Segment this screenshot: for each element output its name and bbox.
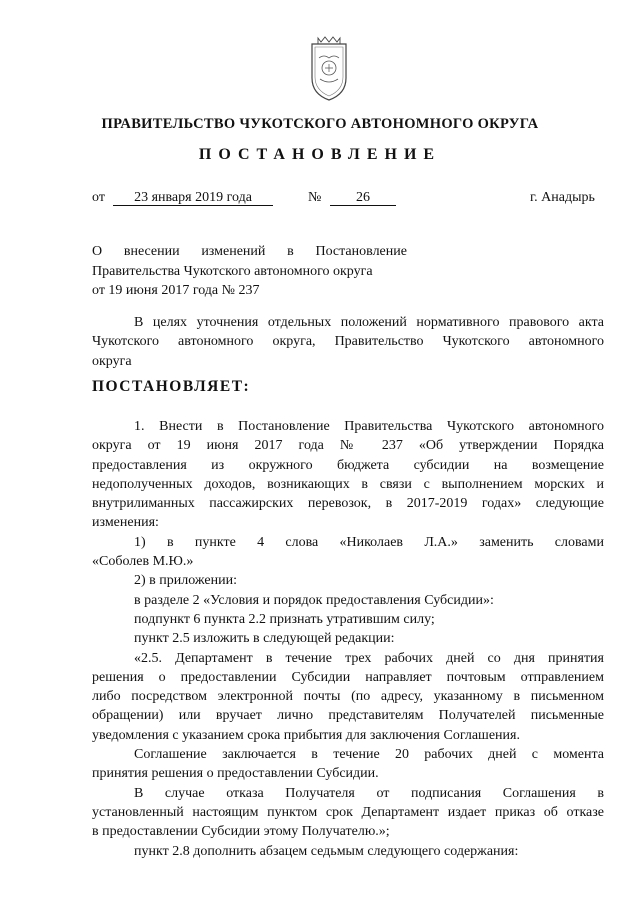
body-line: предоставления из окружного бюджета субсидии на возмещение (92, 457, 604, 473)
city-label: г. Анадырь (530, 190, 595, 205)
document-number (330, 190, 396, 206)
body-line: в предоставлении Субсидии этому Получателю.»; (92, 824, 390, 840)
body-line: «Соболев М.Ю.» (92, 554, 194, 570)
body-line: внутрилиманных пассажирских перевозок, в 2017-2019 годах» следующие (92, 496, 604, 512)
body-line: пункт 2.5 изложить в следующей редакции: (134, 631, 395, 647)
document-number-value: 26 (330, 190, 396, 206)
body-line: изменения: (92, 515, 159, 531)
resolve-heading: ПОСТАНОВЛЯЕТ: (92, 378, 251, 395)
subject-word: Постановление (315, 244, 407, 259)
body-line: в разделе 2 «Условия и порядок предоставления Субсидии»: (134, 592, 494, 608)
body-line: Соглашение заключается в течение 20 рабочих дней с момента (134, 747, 604, 763)
body-line: уведомления с указанием срока прибытия для заключения Соглашения. (92, 727, 520, 743)
preamble (92, 313, 604, 371)
body-line: обращении) или вручает лично представителям Получателей письменные (92, 708, 604, 724)
preamble-line: В целях уточнения отдельных положений нормативного правового акта (134, 315, 604, 330)
subject-word: О (92, 244, 103, 259)
body-line: установленный настоящим пунктом срок Департамент издает приказ об отказе (92, 804, 604, 820)
subject-line-1 (92, 242, 407, 262)
document-date-value: 23 января 2019 года (113, 190, 273, 206)
subject-block (92, 242, 407, 301)
body-line: 1) в пункте 4 слова «Николаев Л.А.» заменить словами (134, 534, 604, 550)
subject-line-3: от 19 июня 2017 года № 237 (92, 283, 260, 298)
body-line: округа от 19 июня 2017 года № 237 «Об утверждении Порядка (92, 438, 604, 454)
body-line: принятия решения о предоставлении Субсидии. (92, 766, 379, 782)
body-line: либо посредством электронной почты (по адресу, указанному в письменном (92, 689, 604, 705)
subject-word: в (287, 244, 294, 259)
coat-of-arms-emblem (304, 32, 354, 102)
body-line: 1. Внести в Постановление Правительства Чукотского автономного (134, 419, 604, 434)
preamble-line: Чукотского автономного округа, Правительство Чукотского автономного (92, 334, 604, 350)
body-line: «2.5. Департамент в течение трех рабочих дней со дня принятия (134, 650, 604, 666)
subject-word: изменений (201, 244, 266, 259)
document-date (113, 190, 273, 206)
body-line: 2) в приложении: (134, 573, 237, 589)
preamble-line: округа (92, 353, 132, 369)
document-type-title: ПОСТАНОВЛЕНИЕ (198, 146, 442, 163)
body-line: недополученных доходов, возникающих в связи с выполнением морских и (92, 476, 604, 492)
government-title: ПРАВИТЕЛЬСТВО ЧУКОТСКОГО АВТОНОМНОГО ОКРУГА (101, 116, 539, 132)
resolution-body (92, 417, 604, 861)
subject-line-2: Правительства Чукотского автономного округа (92, 263, 373, 279)
body-line: решения о предоставлении Субсидии направляет почтовым отправлением (92, 669, 604, 685)
body-line: пункт 2.8 дополнить абзацем седьмым следующего содержания: (134, 843, 519, 859)
number-label: № (308, 190, 322, 205)
date-label: от (92, 190, 105, 205)
subject-word: внесении (123, 244, 180, 259)
body-line: В случае отказа Получателя от подписания Соглашения в (134, 785, 604, 801)
body-line: подпункт 6 пункта 2.2 признать утратившим силу; (134, 611, 435, 627)
